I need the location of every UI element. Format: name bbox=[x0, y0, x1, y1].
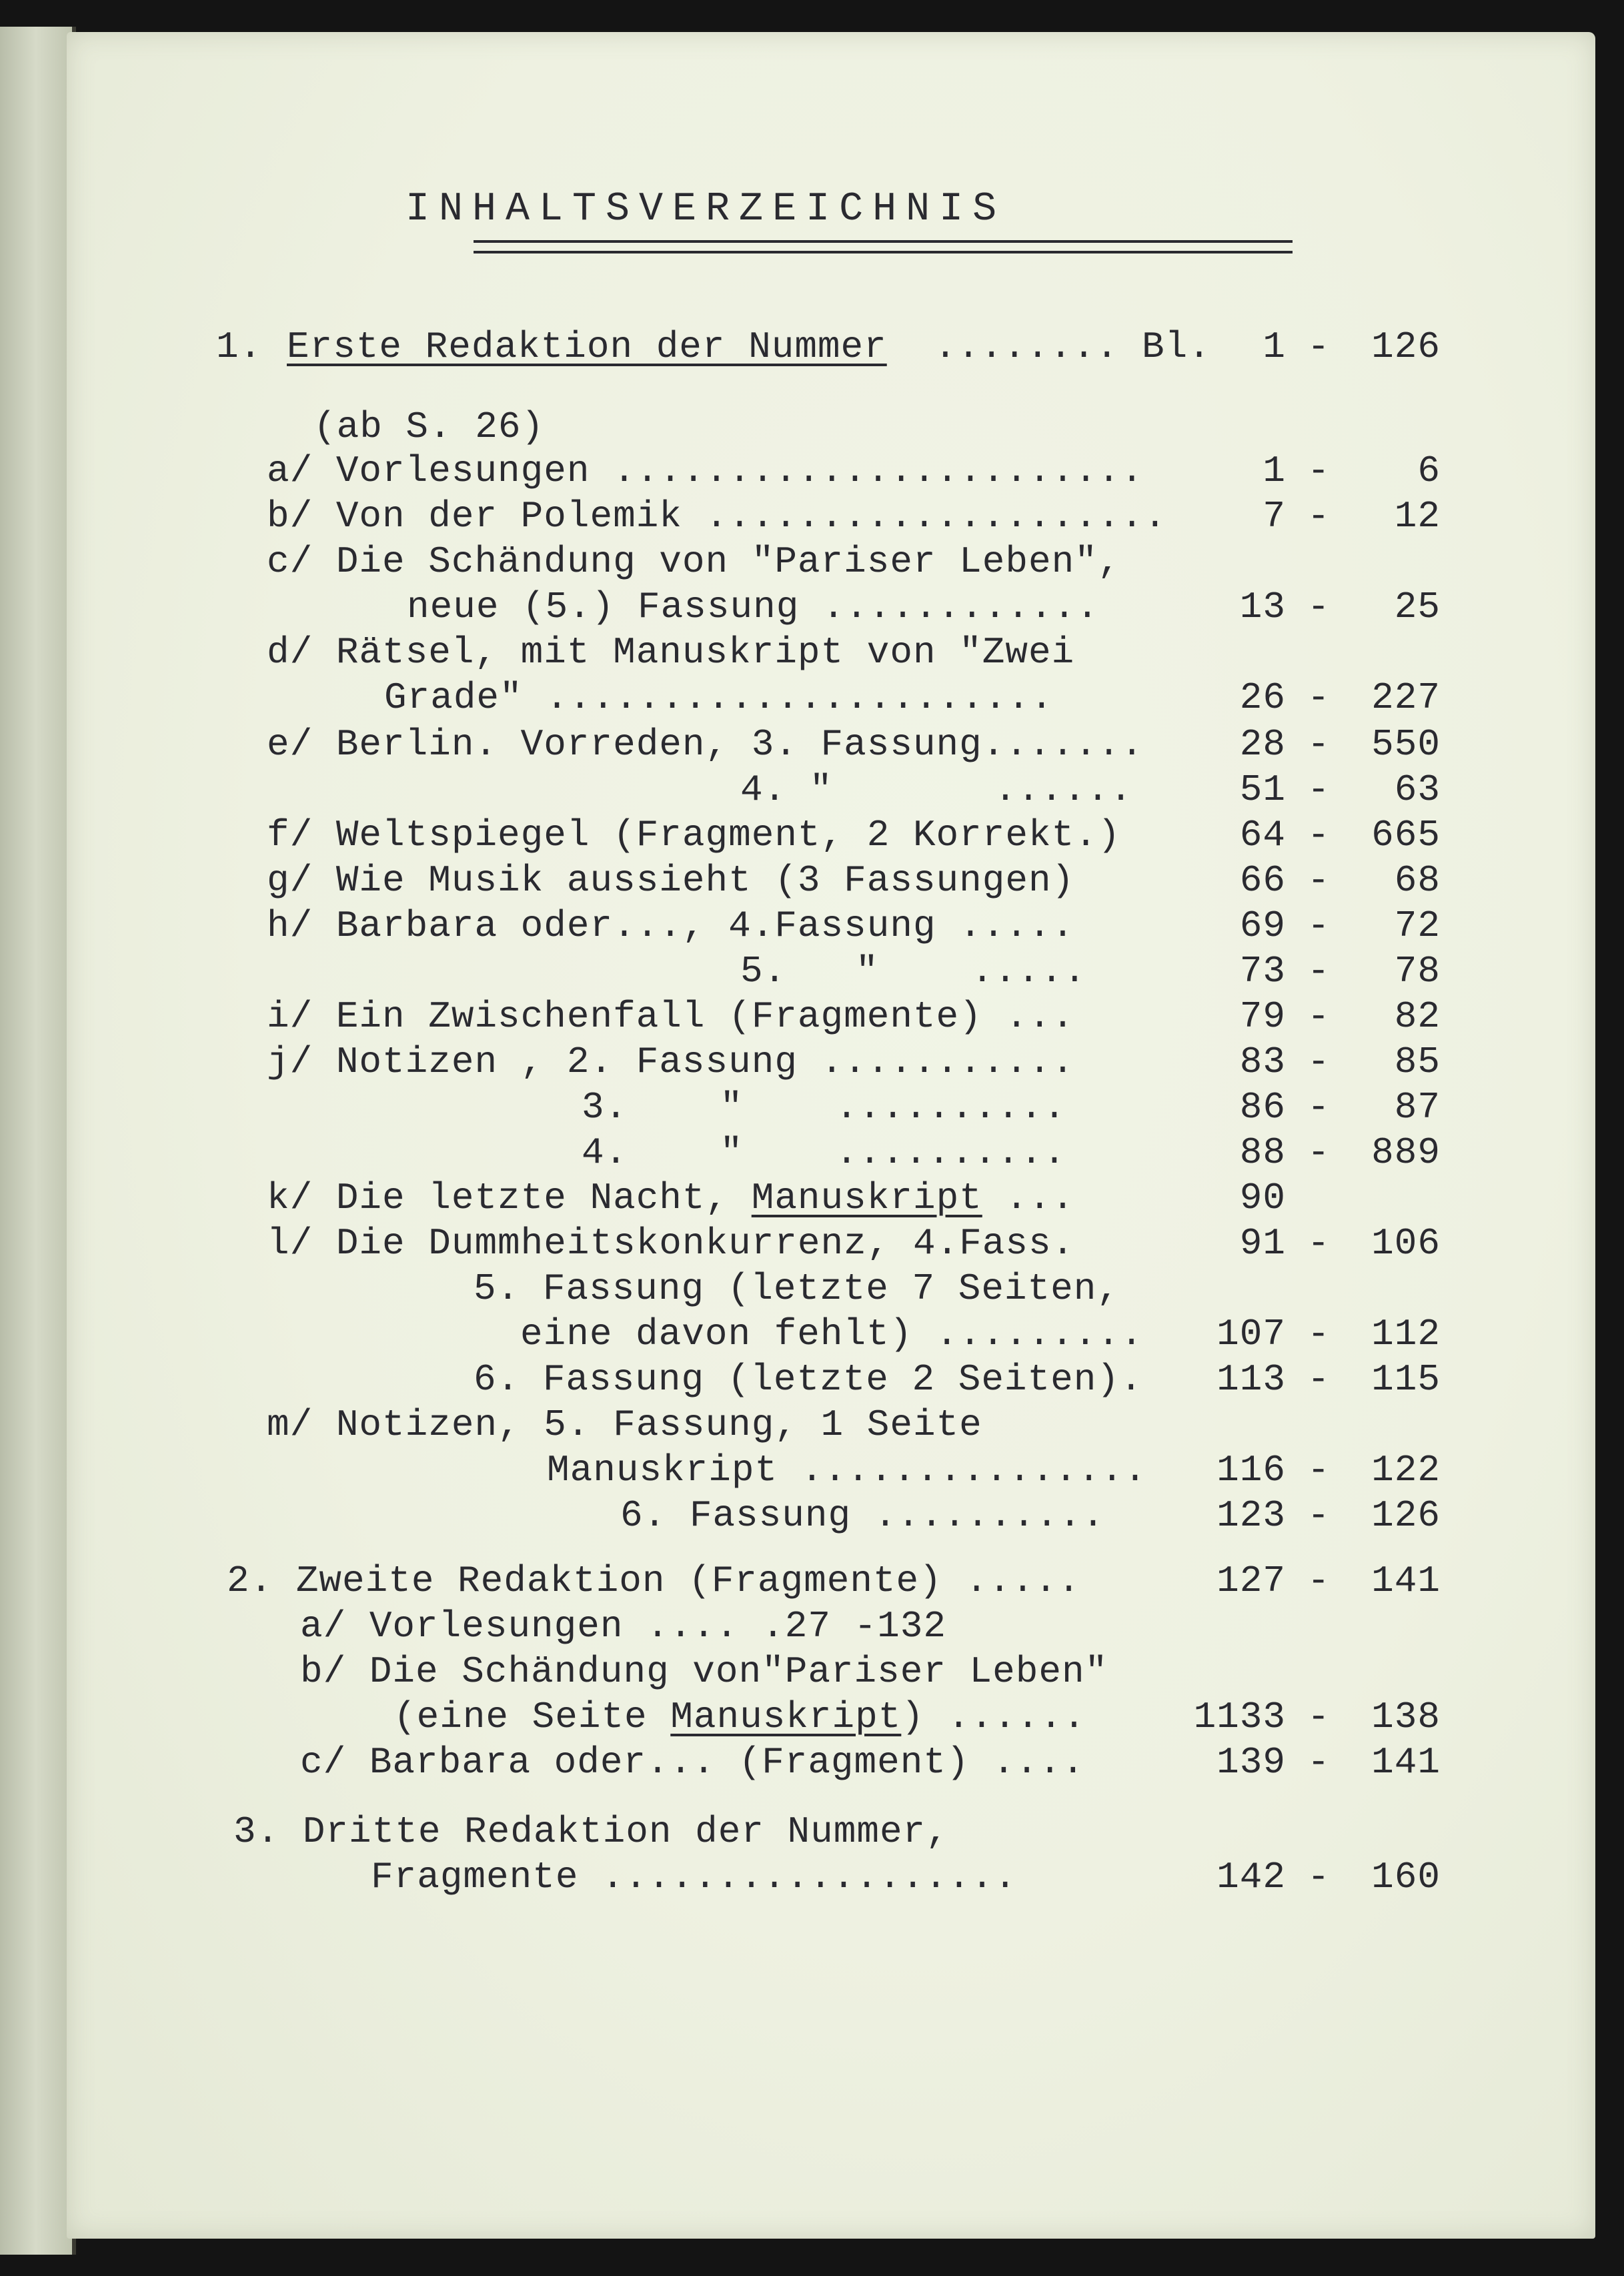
page-from: 79 bbox=[1239, 995, 1286, 1038]
page-to: 141 bbox=[1371, 1560, 1441, 1602]
leader-dots: ........ Bl. bbox=[911, 326, 1211, 368]
page-dash: - bbox=[1307, 814, 1331, 857]
entry-label: c/ Barbara oder... (Fragment) .... bbox=[300, 1741, 1085, 1784]
page-to: 87 bbox=[1394, 1086, 1441, 1129]
page-to: 665 bbox=[1371, 814, 1441, 857]
entry-label: Manuskript ............... bbox=[547, 1449, 1147, 1492]
section-title: 3. Dritte Redaktion der Nummer, bbox=[233, 1810, 949, 1853]
entry-label: a/ Vorlesungen .... .27 -132 bbox=[300, 1605, 946, 1648]
page-from: 88 bbox=[1239, 1131, 1286, 1174]
page-dash: - bbox=[1307, 859, 1331, 902]
page-title: INHALTSVERZEICHNIS bbox=[405, 187, 1006, 232]
entry-label: l/ Die Dummheitskonkurrenz, 4.Fass. bbox=[267, 1222, 1075, 1265]
page-to: 63 bbox=[1394, 768, 1441, 811]
page-from: 113 bbox=[1216, 1358, 1286, 1401]
page-dash: - bbox=[1307, 1494, 1331, 1537]
page-from: 69 bbox=[1239, 905, 1286, 947]
page-to: 25 bbox=[1394, 586, 1441, 628]
page-dash: - bbox=[1307, 326, 1331, 368]
entry-label: 6. Fassung (letzte 2 Seiten). bbox=[474, 1358, 1143, 1401]
page-from: 83 bbox=[1239, 1041, 1286, 1083]
page-dash: - bbox=[1307, 495, 1331, 538]
entry-label: Grade" ...................... bbox=[384, 676, 1054, 719]
entry-label: f/ Weltspiegel (Fragment, 2 Korrekt.) bbox=[267, 814, 1121, 857]
page-dash: - bbox=[1307, 1041, 1331, 1083]
page-dash: - bbox=[1307, 1358, 1331, 1401]
page-to: 68 bbox=[1394, 859, 1441, 902]
entry-label: 6. Fassung .......... bbox=[620, 1494, 1105, 1537]
page-from: 139 bbox=[1216, 1741, 1286, 1784]
page-from: 51 bbox=[1239, 768, 1286, 811]
page-from: 142 bbox=[1216, 1856, 1286, 1898]
page-dash: - bbox=[1307, 1696, 1331, 1738]
section-number: 1. bbox=[216, 326, 285, 368]
entry-label: c/ Die Schändung von "Pariser Leben", bbox=[267, 540, 1121, 583]
entry-label: a/ Vorlesungen ....................... bbox=[267, 450, 1144, 492]
page-from: 91 bbox=[1239, 1222, 1286, 1265]
entry-label: b/ Von der Polemik .................... bbox=[267, 495, 1167, 538]
page-from: 7 bbox=[1263, 495, 1286, 538]
page-to: 6 bbox=[1417, 450, 1441, 492]
page-from: 86 bbox=[1239, 1086, 1286, 1129]
page-from: 107 bbox=[1216, 1313, 1286, 1355]
page-to: 12 bbox=[1394, 495, 1441, 538]
book-binding-edge bbox=[0, 27, 76, 2255]
entry-label: m/ Notizen, 5. Fassung, 1 Seite bbox=[267, 1403, 982, 1446]
entry-label: neue (5.) Fassung ............ bbox=[407, 586, 1100, 628]
page-to: 138 bbox=[1371, 1696, 1441, 1738]
page-to: 889 bbox=[1371, 1131, 1441, 1174]
page-from: 28 bbox=[1239, 723, 1286, 766]
page-dash: - bbox=[1307, 1741, 1331, 1784]
page-to: 115 bbox=[1371, 1358, 1441, 1401]
entry-label: i/ Ein Zwischenfall (Fragmente) ... bbox=[267, 995, 1075, 1038]
entry-label: 5. Fassung (letzte 7 Seiten, bbox=[474, 1267, 1120, 1310]
page-to: 106 bbox=[1371, 1222, 1441, 1265]
page-dash: - bbox=[1307, 1222, 1331, 1265]
page-dash: - bbox=[1307, 586, 1331, 628]
entry-label: 4. " .......... bbox=[582, 1131, 1066, 1174]
page-from: 26 bbox=[1239, 676, 1286, 719]
section-title: 2. Zweite Redaktion (Fragmente) ..... bbox=[227, 1560, 1081, 1602]
entry-label: h/ Barbara oder..., 4.Fassung ..... bbox=[267, 905, 1075, 947]
page-dash: - bbox=[1307, 1449, 1331, 1492]
page-from: 73 bbox=[1239, 950, 1286, 993]
underlined-word: Manuskript bbox=[670, 1696, 902, 1738]
page-dash: - bbox=[1307, 1313, 1331, 1355]
page-to: 550 bbox=[1371, 723, 1441, 766]
entry-label: b/ Die Schändung von"Pariser Leben" bbox=[300, 1650, 1108, 1693]
page-from: 90 bbox=[1239, 1177, 1286, 1219]
page-dash: - bbox=[1307, 950, 1331, 993]
entry-label: 5. " ..... bbox=[740, 950, 1087, 993]
page-to: 85 bbox=[1394, 1041, 1441, 1083]
page-from: 123 bbox=[1216, 1494, 1286, 1537]
page-to: 126 bbox=[1371, 1494, 1441, 1537]
entry-label: e/ Berlin. Vorreden, 3. Fassung....... bbox=[267, 723, 1144, 766]
entry-label: d/ Rätsel, mit Manuskript von "Zwei bbox=[267, 631, 1075, 674]
entry-label: eine davon fehlt) ......... bbox=[520, 1313, 1144, 1355]
page-dash: - bbox=[1307, 1131, 1331, 1174]
section-title: Erste Redaktion der Nummer bbox=[287, 326, 887, 368]
page-dash: - bbox=[1307, 768, 1331, 811]
entry-label: g/ Wie Musik aussieht (3 Fassungen) bbox=[267, 859, 1075, 902]
entry-label: Fragmente .................. bbox=[371, 1856, 1017, 1898]
section-note: (ab S. 26) bbox=[313, 406, 545, 448]
entry-label: j/ Notizen , 2. Fassung ........... bbox=[267, 1041, 1075, 1083]
page-to: 112 bbox=[1371, 1313, 1441, 1355]
page-from: 116 bbox=[1216, 1449, 1286, 1492]
page-dash: - bbox=[1307, 723, 1331, 766]
page-to: 78 bbox=[1394, 950, 1441, 993]
underlined-word: Manuskript bbox=[751, 1177, 982, 1219]
page-dash: - bbox=[1307, 1856, 1331, 1898]
entry-label: 4. " ...... bbox=[740, 768, 1133, 811]
page-from: 66 bbox=[1239, 859, 1286, 902]
page-to: 160 bbox=[1371, 1856, 1441, 1898]
page-from: 1 bbox=[1263, 450, 1286, 492]
page-to: 126 bbox=[1371, 326, 1441, 368]
page-dash: - bbox=[1307, 1560, 1331, 1602]
page-dash: - bbox=[1307, 995, 1331, 1038]
page-dash: - bbox=[1307, 676, 1331, 719]
page-to: 227 bbox=[1371, 676, 1441, 719]
page-to: 122 bbox=[1371, 1449, 1441, 1492]
page-dash: - bbox=[1307, 450, 1331, 492]
page-dash: - bbox=[1307, 1086, 1331, 1129]
page-from: 64 bbox=[1239, 814, 1286, 857]
page-to: 141 bbox=[1371, 1741, 1441, 1784]
entry-label: (eine Seite Manuskript) ...... bbox=[393, 1696, 1086, 1738]
page-from: 13 bbox=[1239, 586, 1286, 628]
typed-page bbox=[67, 32, 1595, 2239]
entry-label: k/ Die letzte Nacht, Manuskript ... bbox=[267, 1177, 1075, 1219]
page-from: 127 bbox=[1216, 1560, 1286, 1602]
page-from: 1133 bbox=[1193, 1696, 1286, 1738]
page-to: 82 bbox=[1394, 995, 1441, 1038]
page-from: 1 bbox=[1263, 326, 1286, 368]
entry-label: 3. " .......... bbox=[582, 1086, 1066, 1129]
title-double-underline bbox=[474, 240, 1293, 253]
page-dash: - bbox=[1307, 905, 1331, 947]
page-to: 72 bbox=[1394, 905, 1441, 947]
